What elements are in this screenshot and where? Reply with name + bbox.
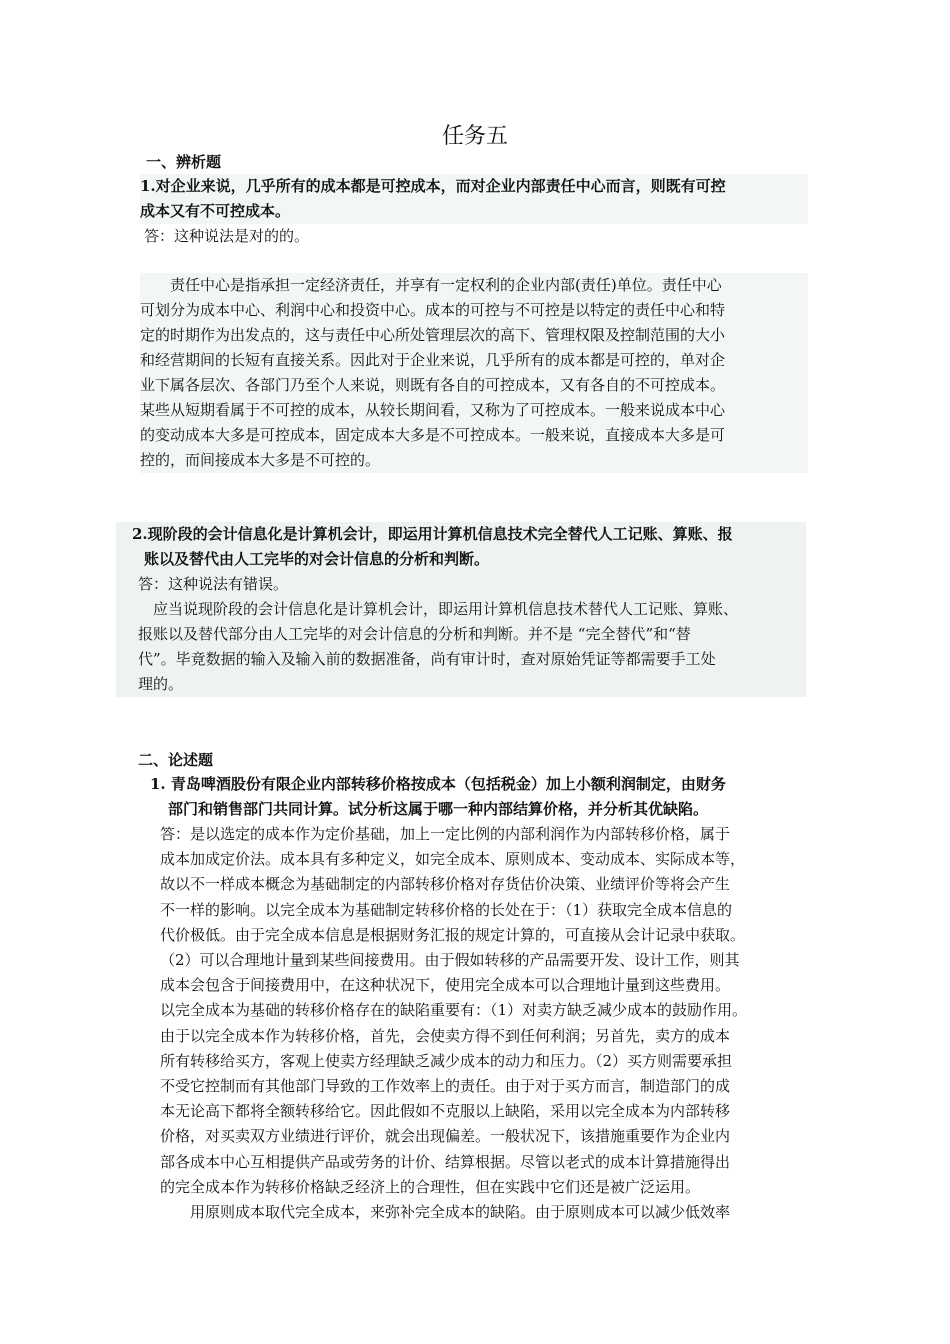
section-heading-analysis: 一、辨析题 bbox=[146, 153, 222, 171]
essay-question-1 bbox=[150, 772, 726, 822]
paragraph-line: 不一样的影响。以完全成本为基础制定转移价格的长处在于：（1）获取完全成本信息的 bbox=[160, 900, 733, 919]
paragraph-line: 代价极低。由于完全成本信息是根据财务汇报的规定计算的，可直接从会计记录中获取。 bbox=[160, 925, 746, 944]
question-1-block bbox=[140, 174, 808, 224]
paragraph-line: 用原则成本取代完全成本，来弥补完全成本的缺陷。由于原则成本可以减少低效率 bbox=[160, 1203, 731, 1222]
paragraph-line: 报账以及替代部分由人工完毕的对会计信息的分析和判断。并不是 “完全替代”和“替 bbox=[138, 625, 691, 643]
question-line: 1.对企业来说，几乎所有的成本都是可控成本，而对企业内部责任中心而言，则既有可控 bbox=[140, 177, 726, 195]
question-line: 成本又有不可控成本。 bbox=[140, 202, 291, 220]
paragraph-line: 本无论高下都将全额转移给它。因此假如不克服以上缺陷，采用以完全成本为内部转移 bbox=[160, 1102, 731, 1121]
question-line: 1. 青岛啤酒股份有限企业内部转移价格按成本（包括税金）加上小额利润制定，由财务 bbox=[150, 775, 726, 793]
answer-2: 答：这种说法有错误。 bbox=[138, 575, 289, 593]
paragraph-line: 和经营期间的长短有直接关系。因此对于企业来说，几乎所有的成本都是可控的，单对企 bbox=[140, 351, 726, 369]
paragraph-line: 的完全成本作为转移价格缺乏经济上的合理性，但在实践中它们还是被广泛运用。 bbox=[160, 1177, 701, 1196]
paragraph-line: 理的。 bbox=[138, 675, 184, 693]
paragraph-line: 定的时期作为出发点的，这与责任中心所处管理层次的高下、管理权限及控制范围的大小 bbox=[140, 326, 726, 344]
paragraph-line: 的变动成本大多是可控成本，固定成本大多是不可控成本。一般来说，直接成本大多是可 bbox=[140, 426, 726, 444]
paragraph-line: 可划分为成本中心、利润中心和投资中心。成本的可控与不可控是以特定的责任中心和特 bbox=[140, 301, 726, 319]
paragraph-line: 控的，而间接成本大多是不可控的。 bbox=[140, 451, 381, 469]
paragraph-line: 答：是以选定的成本作为定价基础，加上一定比例的内部利润作为内部转移价格，属于 bbox=[160, 825, 731, 843]
question-line: 账以及替代由人工完毕的对会计信息的分析和判断。 bbox=[144, 550, 490, 568]
answer-1: 答：这种说法是对的的。 bbox=[144, 227, 310, 245]
paragraph-line: 由于以完全成本作为转移价格，首先，会使卖方得不到任何利润；另首先，卖方的成本 bbox=[160, 1026, 731, 1045]
paragraph-line: 部各成本中心互相提供产品或劳务的计价、结算根据。尽管以老式的成本计算措施得出 bbox=[160, 1152, 731, 1171]
paragraph-line: 业下属各层次、各部门乃至个人来说，则既有各自的可控成本，又有各自的不可控成本。 bbox=[140, 376, 726, 394]
paragraph-line: 不受它控制而有其他部门导致的工作效率上的责任。由于对于买方而言，制造部门的成 bbox=[160, 1077, 731, 1096]
paragraph-line: 以完全成本为基础的转移价格存在的缺陷重要有：（1）对卖方缺乏减少成本的鼓励作用。 bbox=[160, 1001, 748, 1020]
paragraph-line: 价格，对买卖双方业绩进行评价，就会出现偏差。一般状况下，该措施重要作为企业内 bbox=[160, 1127, 731, 1146]
question-2-block bbox=[116, 522, 806, 697]
question-line: 2.现阶段的会计信息化是计算机会计，即运用计算机信息技术完全替代人工记账、算账、报 bbox=[132, 525, 733, 543]
question-line: 部门和销售部门共同计算。试分析这属于哪一种内部结算价格，并分析其优缺陷。 bbox=[168, 800, 709, 818]
section-heading-essay: 二、论述题 bbox=[138, 751, 214, 769]
paragraph-line: 某些从短期看属于不可控的成本，从较长期间看，又称为了可控成本。一般来说成本中心 bbox=[140, 401, 726, 419]
page-title: 任务五 bbox=[441, 124, 508, 149]
paragraph-line: 成本会包含于间接费用中，在这种状况下，使用完全成本可以合理地计量到这些费用。 bbox=[160, 976, 731, 995]
paragraph-line: 所有转移给买方，客观上使卖方经理缺乏减少成本的动力和压力。（2）买方则需要承担 bbox=[160, 1051, 733, 1070]
explanation-1-block bbox=[140, 273, 808, 473]
paragraph-line: 代”。毕竟数据的输入及输入前的数据准备，尚有审计时，查对原始凭证等都需要手工处 bbox=[138, 650, 716, 668]
essay-answer-1 bbox=[160, 822, 747, 1225]
paragraph-line: 应当说现阶段的会计信息化是计算机会计，即运用计算机信息技术替代人工记账、算账、 bbox=[138, 600, 739, 618]
paragraph-line: （2）可以合理地计量到某些间接费用。由于假如转移的产品需要开发、设计工作，则其 bbox=[160, 951, 740, 970]
paragraph-line: 成本加成定价法。成本具有多种定义，如完全成本、原则成本、变动成本、实际成本等， bbox=[160, 850, 746, 869]
paragraph-line: 故以不一样成本概念为基础制定的内部转移价格对存货估价决策、业绩评价等将会产生 bbox=[160, 875, 731, 894]
paragraph-line: 责任中心是指承担一定经济责任，并享有一定权利的企业内部(责任)单位。责任中心 bbox=[140, 276, 722, 294]
